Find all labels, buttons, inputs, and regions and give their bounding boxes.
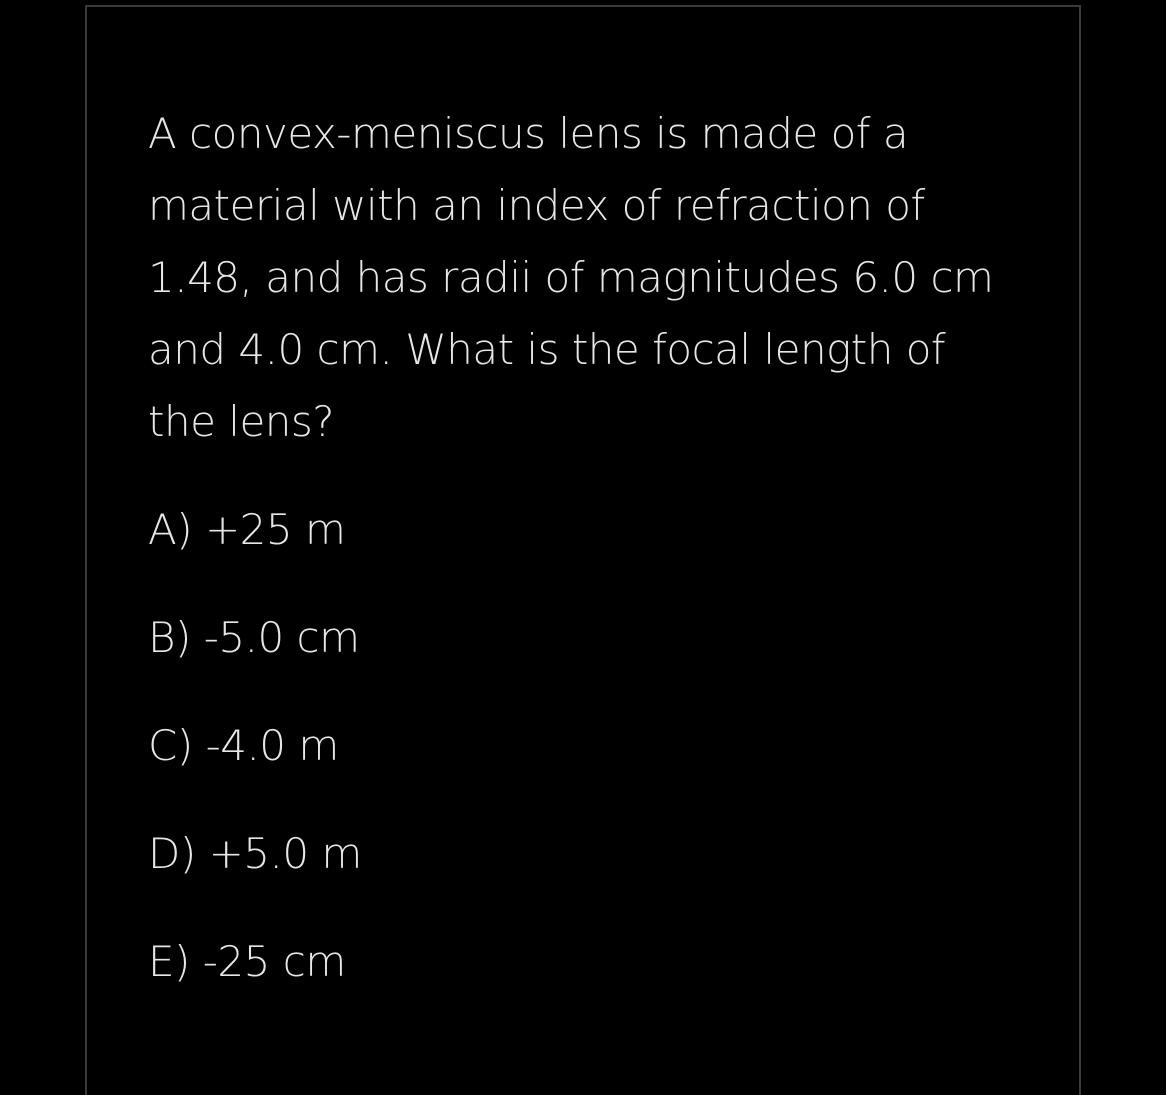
question-line: the lens? bbox=[148, 397, 335, 446]
choice-c[interactable]: C) -4.0 m bbox=[148, 721, 339, 770]
choice-b[interactable]: B) -5.0 cm bbox=[148, 613, 360, 662]
question-line: material with an index of refraction of bbox=[148, 181, 925, 230]
question-container bbox=[148, 98, 1028, 1045]
choice-a[interactable]: A) +25 m bbox=[148, 505, 346, 554]
question-line: 1.48, and has radii of magnitudes 6.0 cm bbox=[148, 253, 994, 302]
choice-d[interactable]: D) +5.0 m bbox=[148, 829, 362, 878]
question-line: and 4.0 cm. What is the focal length of bbox=[148, 325, 946, 374]
question-text bbox=[148, 98, 1028, 458]
choice-e[interactable]: E) -25 cm bbox=[148, 937, 346, 986]
question-line: A convex-meniscus lens is made of a bbox=[148, 109, 909, 158]
answer-choices bbox=[148, 505, 1028, 1045]
